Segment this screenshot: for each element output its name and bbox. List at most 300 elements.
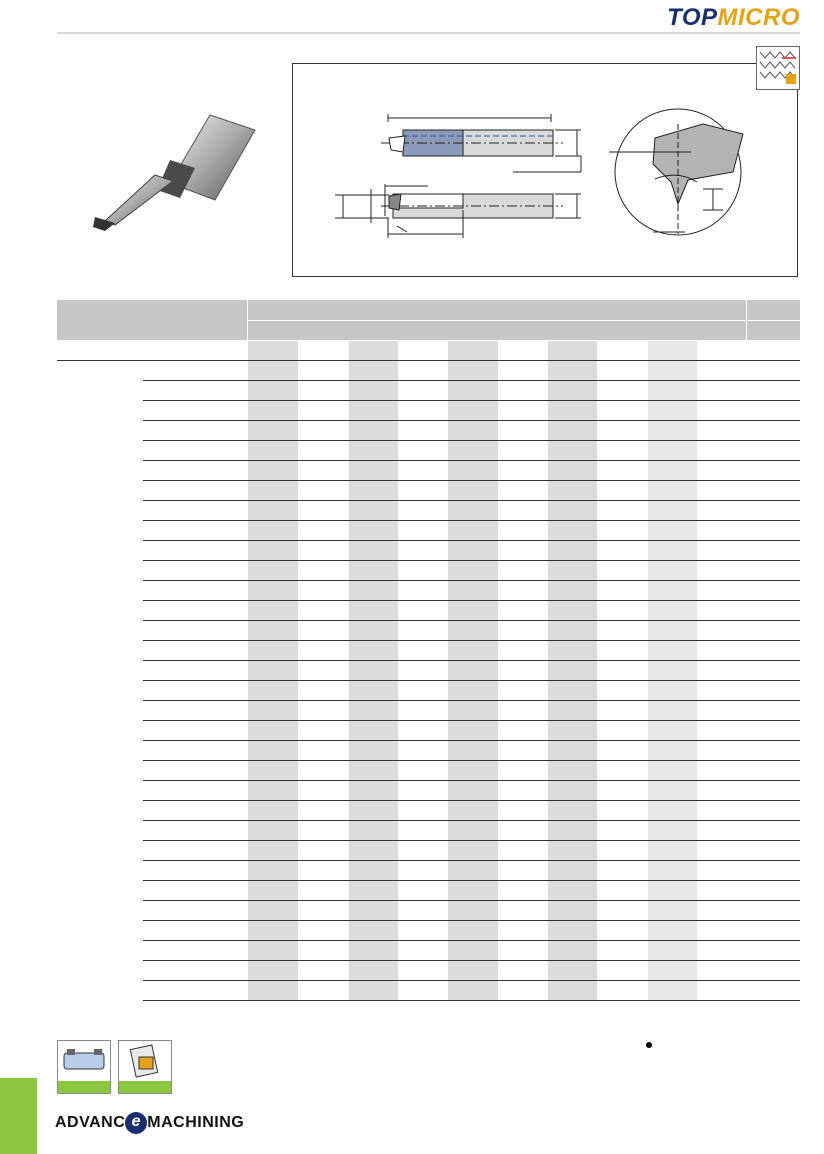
- table-cell: [448, 821, 497, 841]
- table-cell: [298, 461, 348, 481]
- table-cell: [248, 501, 298, 521]
- table-cell: [697, 801, 746, 821]
- table-cell: [597, 681, 647, 701]
- table-cell: [597, 781, 647, 801]
- side-tab: [0, 1078, 37, 1154]
- table-cell: [648, 401, 697, 421]
- row-label-cell: [143, 761, 248, 781]
- green-bar: [58, 1081, 110, 1093]
- table-cell: [648, 341, 697, 361]
- table-cell: [248, 461, 298, 481]
- table-cell: [746, 501, 800, 521]
- table-cell: [398, 821, 448, 841]
- row-label-cell: [57, 881, 143, 901]
- header-cell: [746, 321, 800, 341]
- table-cell: [597, 641, 647, 661]
- table-cell: [248, 761, 298, 781]
- row-label-cell: [57, 941, 143, 961]
- table-cell: [398, 941, 448, 961]
- table-cell: [648, 481, 697, 501]
- table-cell: [498, 921, 548, 941]
- table-cell: [648, 741, 697, 761]
- table-cell: [697, 941, 746, 961]
- table-cell: [298, 861, 348, 881]
- table-cell: [498, 761, 548, 781]
- table-cell: [498, 641, 548, 661]
- table-cell: [648, 501, 697, 521]
- row-label-cell: [57, 341, 143, 361]
- table-cell: [746, 481, 800, 501]
- table-cell: [697, 981, 746, 1001]
- table-cell: [548, 561, 597, 581]
- row-label-cell: [143, 421, 248, 441]
- row-label-cell: [143, 581, 248, 601]
- table-cell: [746, 661, 800, 681]
- table-cell: [349, 541, 398, 561]
- table-row: [57, 401, 800, 421]
- table-cell: [248, 421, 298, 441]
- table-cell: [697, 781, 746, 801]
- table-cell: [697, 961, 746, 981]
- table-cell: [398, 601, 448, 621]
- table-cell: [697, 921, 746, 941]
- table-cell: [448, 901, 497, 921]
- row-label-cell: [57, 741, 143, 761]
- table-cell: [349, 441, 398, 461]
- table-cell: [548, 761, 597, 781]
- row-label-cell: [143, 801, 248, 821]
- header-cell: [746, 300, 800, 321]
- table-cell: [349, 461, 398, 481]
- table-cell: [398, 581, 448, 601]
- table-cell: [448, 621, 497, 641]
- table-cell: [746, 901, 800, 921]
- table-cell: [548, 341, 597, 361]
- row-label-cell: [57, 401, 143, 421]
- table-cell: [697, 821, 746, 841]
- table-cell: [746, 521, 800, 541]
- table-cell: [448, 861, 497, 881]
- table-cell: [398, 661, 448, 681]
- row-label-cell: [143, 681, 248, 701]
- table-cell: [548, 741, 597, 761]
- table-row: [57, 461, 800, 481]
- row-label-cell: [57, 621, 143, 641]
- table-cell: [498, 781, 548, 801]
- table-cell: [548, 961, 597, 981]
- table-row: [57, 661, 800, 681]
- row-label-cell: [143, 901, 248, 921]
- table-cell: [548, 841, 597, 861]
- table-cell: [448, 801, 497, 821]
- table-cell: [597, 541, 647, 561]
- table-cell: [349, 781, 398, 801]
- table-cell: [746, 941, 800, 961]
- table-cell: [548, 521, 597, 541]
- table-cell: [349, 401, 398, 421]
- table-cell: [746, 701, 800, 721]
- table-cell: [648, 861, 697, 881]
- table-cell: [298, 681, 348, 701]
- table-row: [57, 981, 800, 1001]
- table-cell: [248, 541, 298, 561]
- table-cell: [248, 561, 298, 581]
- table-cell: [648, 601, 697, 621]
- table-cell: [548, 581, 597, 601]
- table-row: [57, 701, 800, 721]
- table-cell: [448, 781, 497, 801]
- table-cell: [498, 821, 548, 841]
- table-cell: [697, 541, 746, 561]
- table-cell: [746, 781, 800, 801]
- table-cell: [597, 561, 647, 581]
- table-row: [57, 501, 800, 521]
- table-row: [57, 841, 800, 861]
- table-cell: [298, 401, 348, 421]
- table-cell: [697, 741, 746, 761]
- table-cell: [448, 941, 497, 961]
- table-cell: [349, 861, 398, 881]
- table-cell: [349, 521, 398, 541]
- row-label-cell: [143, 821, 248, 841]
- row-label-cell: [57, 681, 143, 701]
- table-cell: [398, 881, 448, 901]
- table-cell: [697, 441, 746, 461]
- row-label-cell: [143, 341, 248, 361]
- table-cell: [648, 881, 697, 901]
- table-header-row: [57, 300, 800, 321]
- row-label-cell: [57, 781, 143, 801]
- table-cell: [697, 641, 746, 661]
- table-cell: [548, 861, 597, 881]
- table-cell: [298, 981, 348, 1001]
- table-cell: [597, 941, 647, 961]
- row-label-cell: [143, 501, 248, 521]
- table-cell: [448, 701, 497, 721]
- table-cell: [248, 481, 298, 501]
- table-cell: [248, 801, 298, 821]
- table-row: [57, 801, 800, 821]
- table-cell: [648, 361, 697, 381]
- table-cell: [298, 501, 348, 521]
- table-cell: [548, 481, 597, 501]
- thread-profile-icon: [756, 46, 800, 90]
- table-cell: [349, 921, 398, 941]
- table-row: [57, 741, 800, 761]
- table-cell: [697, 901, 746, 921]
- table-cell: [746, 541, 800, 561]
- table-cell: [349, 641, 398, 661]
- table-cell: [349, 881, 398, 901]
- table-cell: [548, 601, 597, 621]
- table-cell: [448, 381, 497, 401]
- table-cell: [448, 581, 497, 601]
- table-cell: [498, 501, 548, 521]
- table-cell: [746, 821, 800, 841]
- table-cell: [349, 481, 398, 501]
- table-row: [57, 581, 800, 601]
- table-cell: [398, 861, 448, 881]
- row-label-cell: [57, 381, 143, 401]
- table-cell: [398, 501, 448, 521]
- table-cell: [248, 381, 298, 401]
- table-cell: [697, 681, 746, 701]
- table-cell: [298, 941, 348, 961]
- table-cell: [746, 621, 800, 641]
- table-cell: [498, 341, 548, 361]
- row-label-cell: [143, 941, 248, 961]
- table-cell: [398, 901, 448, 921]
- table-cell: [248, 341, 298, 361]
- row-label-cell: [143, 541, 248, 561]
- table-cell: [597, 381, 647, 401]
- table-cell: [648, 521, 697, 541]
- table-cell: [597, 481, 647, 501]
- row-label-cell: [57, 701, 143, 721]
- row-label-cell: [57, 521, 143, 541]
- table-cell: [448, 561, 497, 581]
- table-cell: [349, 741, 398, 761]
- table-cell: [448, 421, 497, 441]
- table-cell: [746, 341, 800, 361]
- table-cell: [648, 461, 697, 481]
- table-cell: [349, 381, 398, 401]
- table-row: [57, 681, 800, 701]
- table-cell: [597, 921, 647, 941]
- table-cell: [697, 341, 746, 361]
- row-label-cell: [143, 521, 248, 541]
- product-photo: [85, 105, 265, 235]
- table-cell: [597, 961, 647, 981]
- table-cell: [248, 521, 298, 541]
- table-cell: [398, 381, 448, 401]
- table-cell: [248, 601, 298, 621]
- row-label-cell: [57, 721, 143, 741]
- table-cell: [349, 421, 398, 441]
- table-cell: [398, 561, 448, 581]
- table-cell: [548, 641, 597, 661]
- table-cell: [248, 361, 298, 381]
- table-row: [57, 381, 800, 401]
- table-cell: [298, 481, 348, 501]
- table-cell: [298, 741, 348, 761]
- table-cell: [298, 621, 348, 641]
- row-label-cell: [57, 641, 143, 661]
- table-cell: [498, 621, 548, 641]
- table-cell: [498, 721, 548, 741]
- table-cell: [697, 461, 746, 481]
- table-cell: [548, 401, 597, 421]
- table-cell: [398, 921, 448, 941]
- table-cell: [349, 701, 398, 721]
- table-cell: [298, 541, 348, 561]
- table-row: [57, 601, 800, 621]
- table-cell: [597, 461, 647, 481]
- table-cell: [597, 741, 647, 761]
- table-row: [57, 861, 800, 881]
- table-cell: [697, 701, 746, 721]
- table-cell: [597, 901, 647, 921]
- table-cell: [648, 981, 697, 1001]
- table-cell: [746, 401, 800, 421]
- technical-drawing: [292, 63, 798, 277]
- table-cell: [697, 861, 746, 881]
- table-cell: [298, 341, 348, 361]
- table-cell: [298, 961, 348, 981]
- table-cell: [597, 801, 647, 821]
- table-cell: [648, 421, 697, 441]
- table-row: [57, 641, 800, 661]
- table-cell: [448, 361, 497, 381]
- table-cell: [648, 641, 697, 661]
- table-cell: [746, 841, 800, 861]
- table-cell: [648, 901, 697, 921]
- table-cell: [448, 461, 497, 481]
- insert-grade-icon: [118, 1040, 172, 1094]
- table-cell: [298, 921, 348, 941]
- table-cell: [398, 441, 448, 461]
- table-cell: [697, 521, 746, 541]
- table-cell: [248, 401, 298, 421]
- table-cell: [648, 781, 697, 801]
- table-cell: [548, 921, 597, 941]
- row-label-cell: [143, 961, 248, 981]
- table-cell: [498, 901, 548, 921]
- table-cell: [697, 881, 746, 901]
- table-cell: [746, 801, 800, 821]
- table-cell: [248, 921, 298, 941]
- brand-logo: TOPMICRO: [667, 4, 800, 31]
- table-cell: [398, 721, 448, 741]
- table-cell: [349, 841, 398, 861]
- row-label-cell: [57, 461, 143, 481]
- table-cell: [248, 901, 298, 921]
- table-row: [57, 941, 800, 961]
- table-cell: [349, 801, 398, 821]
- table-cell: [298, 641, 348, 661]
- table-cell: [648, 561, 697, 581]
- table-cell: [648, 381, 697, 401]
- table-row: [57, 561, 800, 581]
- table-cell: [349, 621, 398, 641]
- table-cell: [498, 981, 548, 1001]
- table-cell: [398, 961, 448, 981]
- table-cell: [648, 681, 697, 701]
- row-label-cell: [57, 861, 143, 881]
- footer-logo: ADVANC e MACHINING: [55, 1112, 244, 1134]
- row-label-cell: [143, 641, 248, 661]
- table-cell: [548, 681, 597, 701]
- row-label-cell: [57, 961, 143, 981]
- row-label-cell: [143, 561, 248, 581]
- header-rule: [57, 32, 800, 34]
- table-cell: [697, 841, 746, 861]
- table-cell: [298, 781, 348, 801]
- table-cell: [349, 581, 398, 601]
- table-cell: [398, 741, 448, 761]
- table-cell: [697, 621, 746, 641]
- table-cell: [746, 881, 800, 901]
- table-cell: [448, 721, 497, 741]
- table-cell: [648, 701, 697, 721]
- row-label-cell: [143, 841, 248, 861]
- table-row: [57, 781, 800, 801]
- table-cell: [548, 981, 597, 1001]
- table-cell: [448, 641, 497, 661]
- table-cell: [248, 881, 298, 901]
- legend-bullet-icon: [646, 1042, 652, 1048]
- row-label-cell: [143, 601, 248, 621]
- table-cell: [248, 721, 298, 741]
- table-cell: [648, 961, 697, 981]
- table-row: [57, 921, 800, 941]
- table-cell: [298, 761, 348, 781]
- table-cell: [746, 361, 800, 381]
- table-cell: [248, 701, 298, 721]
- table-cell: [498, 601, 548, 621]
- table-cell: [498, 481, 548, 501]
- table-cell: [448, 541, 497, 561]
- table-cell: [498, 441, 548, 461]
- table-cell: [298, 721, 348, 741]
- table-cell: [398, 621, 448, 641]
- row-label-cell: [57, 541, 143, 561]
- table-cell: [248, 581, 298, 601]
- row-label-cell: [57, 361, 143, 381]
- table-cell: [248, 621, 298, 641]
- table-cell: [746, 581, 800, 601]
- row-label-cell: [143, 921, 248, 941]
- table-cell: [248, 741, 298, 761]
- table-cell: [298, 441, 348, 461]
- table-cell: [248, 961, 298, 981]
- table-cell: [448, 481, 497, 501]
- table-cell: [746, 761, 800, 781]
- table-cell: [648, 541, 697, 561]
- table-cell: [746, 461, 800, 481]
- row-label-cell: [57, 561, 143, 581]
- row-label-cell: [57, 501, 143, 521]
- table-cell: [448, 341, 497, 361]
- row-label-cell: [57, 481, 143, 501]
- table-cell: [448, 521, 497, 541]
- table-row: [57, 821, 800, 841]
- table-cell: [648, 581, 697, 601]
- table-cell: [498, 461, 548, 481]
- table-cell: [597, 721, 647, 741]
- table-cell: [548, 821, 597, 841]
- table-row: [57, 621, 800, 641]
- table-cell: [548, 721, 597, 741]
- table-cell: [448, 841, 497, 861]
- table-cell: [349, 601, 398, 621]
- table-cell: [746, 441, 800, 461]
- row-label-cell: [143, 461, 248, 481]
- table-cell: [248, 941, 298, 961]
- row-label-cell: [143, 701, 248, 721]
- table-cell: [548, 361, 597, 381]
- table-cell: [746, 741, 800, 761]
- table-cell: [498, 661, 548, 681]
- table-cell: [597, 861, 647, 881]
- table-cell: [248, 441, 298, 461]
- table-cell: [349, 501, 398, 521]
- table-cell: [597, 421, 647, 441]
- table-cell: [648, 441, 697, 461]
- table-cell: [248, 641, 298, 661]
- table-cell: [746, 861, 800, 881]
- table-cell: [398, 981, 448, 1001]
